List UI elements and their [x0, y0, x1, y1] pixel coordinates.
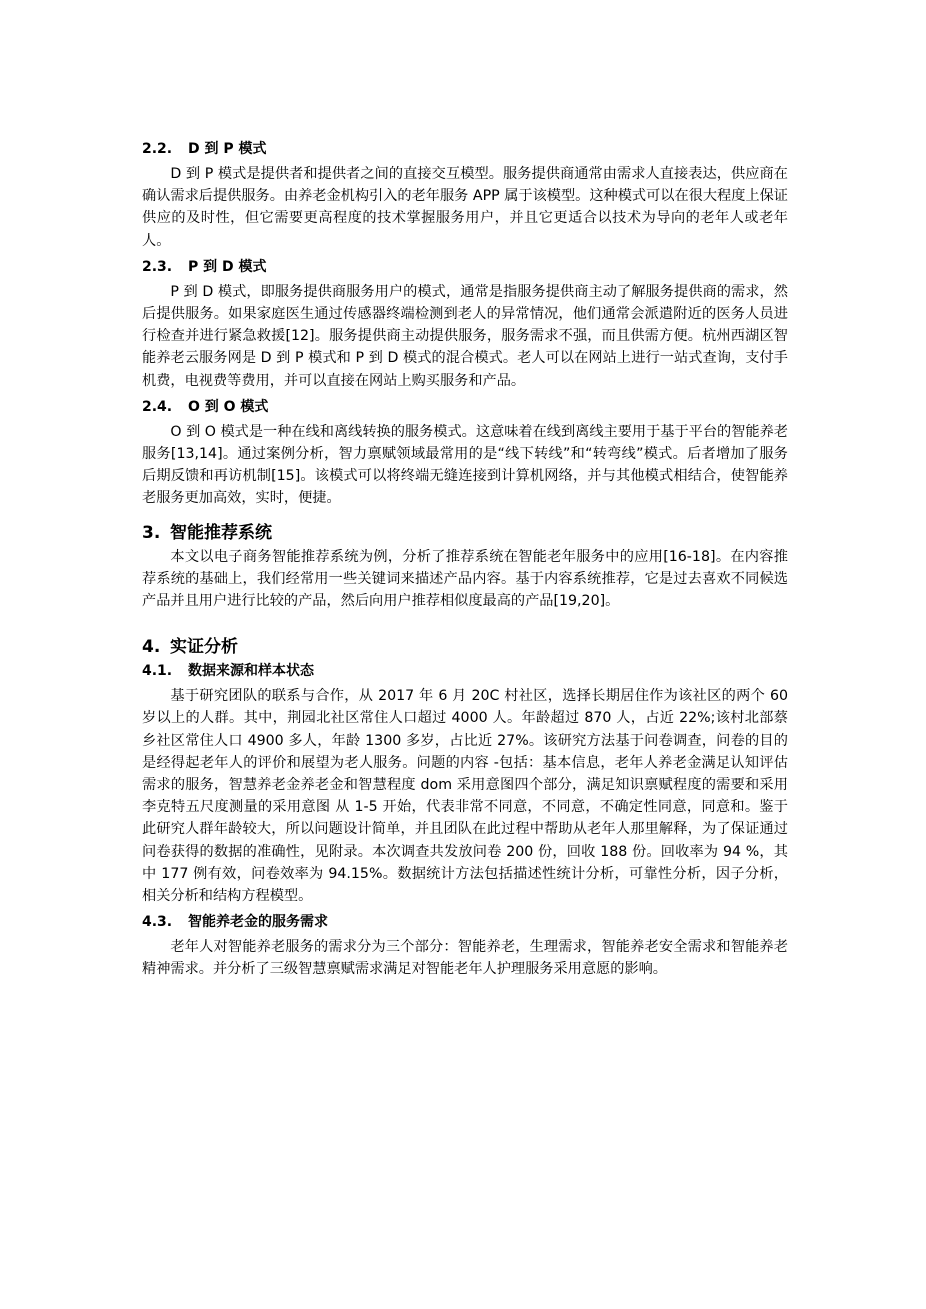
section-number: 2.2. [142, 141, 173, 157]
section-3-heading [142, 520, 788, 546]
section-number: 4.3. [142, 914, 173, 931]
section-4-1-paragraph: 基于研究团队的联系与合作，从 2017 年 6 月 20C 村社区，选择长期居住作为该社区的两个 60 岁以上的人群。其中，荆园北社区常住人口超过 4000 人。年龄超过 870 人，占近 22%;该村北部蔡乡社区常住人口 4900 多人，年龄 1300 多岁，占比近 27%。该研究方法基于问卷调查，问卷的目的是经得起老年人的评价和展望为老人服务。问题的内容 -包括：基本信息，老年人养老金满足认知评估需求的服务，智慧养老金养老金和智慧程度 dom 采用意图四个部分，满足知识禀赋程度的需要和采用李克特五尺度测量的采用意图 从 1-5 开始，代表非常不同意，不同意，不确定性同意，同意和。鉴于此研究人群年龄较大，所以问题设计简单，并且团队在此过程中帮助从老年人那里解释，为了保证通过问卷获得的数据的准确性，见附录。本次调查共发放问卷 200 份，回收 188 份。回收率为 94 %，其中 177 例有效，问卷效率为 94.15%。数据统计方法包括描述性统计分析，可靠性分析，因子分析，相关分析和结构方程模型。 [142, 688, 788, 905]
section-4-heading [142, 634, 788, 660]
document-page [142, 138, 788, 981]
section-title: P 到 D 模式 [188, 258, 267, 275]
section-number: 4.1. [142, 663, 173, 680]
section-title: 数据来源和样本状态 [188, 663, 314, 680]
section-number: 4. [142, 637, 161, 658]
section-2-3-paragraph: P 到 D 模式，即服务提供商服务用户的模式，通常是指服务提供商主动了解服务提供商的需求，然后提供服务。如果家庭医生通过传感器终端检测到老人的异常情况，他们通常会派遣附近的医务人员进行检查并进行紧急救援[12]。服务提供商主动提供服务，服务需求不强，而且供需方便。杭州西湖区智能养老云服务网是 D 到 P 模式和 P 到 D 模式的混合模式。老人可以在网站上进行一站式查询，支付手机费，电视费等费用，并可以直接在网站上购买服务和产品。 [142, 283, 788, 389]
section-4-3-heading [142, 911, 788, 933]
section-number: 2.4. [142, 398, 173, 415]
section-2-4-paragraph: O 到 O 模式是一种在线和离线转换的服务模式。这意味着在线到离线主要用于基于平台的智能养老服务[13,14]。通过案例分析，智力禀赋领域最常用的是“线下转线”和“转弯线”模式。后者增加了服务后期反馈和再访机制[15]。该模式可以将终端无缝连接到计算机网络，并与其他模式相结合，使智能养老服务更加高效，实时，便捷。 [142, 423, 788, 507]
section-title: 智能推荐系统 [170, 522, 272, 543]
section-3-paragraph: 本文以电子商务智能推荐系统为例，分析了推荐系统在智能老年服务中的应用[16-18]。在内容推荐系统的基础上，我们经常用一些关键词来描述产品内容。基于内容系统推荐，它是过去喜欢不同候选产品并且用户进行比较的产品，然后向用户推荐相似度最高的产品[19,20]。 [142, 548, 788, 610]
section-number: 3. [142, 522, 161, 543]
section-title: 智能养老金的服务需求 [188, 914, 328, 931]
section-2-3-heading [142, 256, 788, 278]
section-4-1-heading [142, 660, 788, 682]
section-title: 实证分析 [170, 637, 238, 658]
section-2-2-heading [142, 138, 788, 160]
section-number: 2.3. [142, 258, 173, 275]
section-2-4-heading [142, 396, 788, 418]
section-2-2-paragraph: D 到 P 模式是提供者和提供者之间的直接交互模型。服务提供商通常由需求人直接表达，供应商在确认需求后提供服务。由养老金机构引入的老年服务 APP 属于该模型。这种模式可以在很大程度上保证供应的及时性，但它需要更高程度的技术掌握服务用户，并且它更适合以技术为导向的老年人或老年人。 [142, 166, 788, 249]
section-title: O 到 O 模式 [188, 398, 269, 415]
section-title: D 到 P 模式 [188, 141, 267, 157]
section-4-3-paragraph: 老年人对智能养老服务的需求分为三个部分：智能养老，生理需求，智能养老安全需求和智能养老精神需求。并分析了三级智慧禀赋需求满足对智能老年人护理服务采用意愿的影响。 [142, 939, 788, 978]
